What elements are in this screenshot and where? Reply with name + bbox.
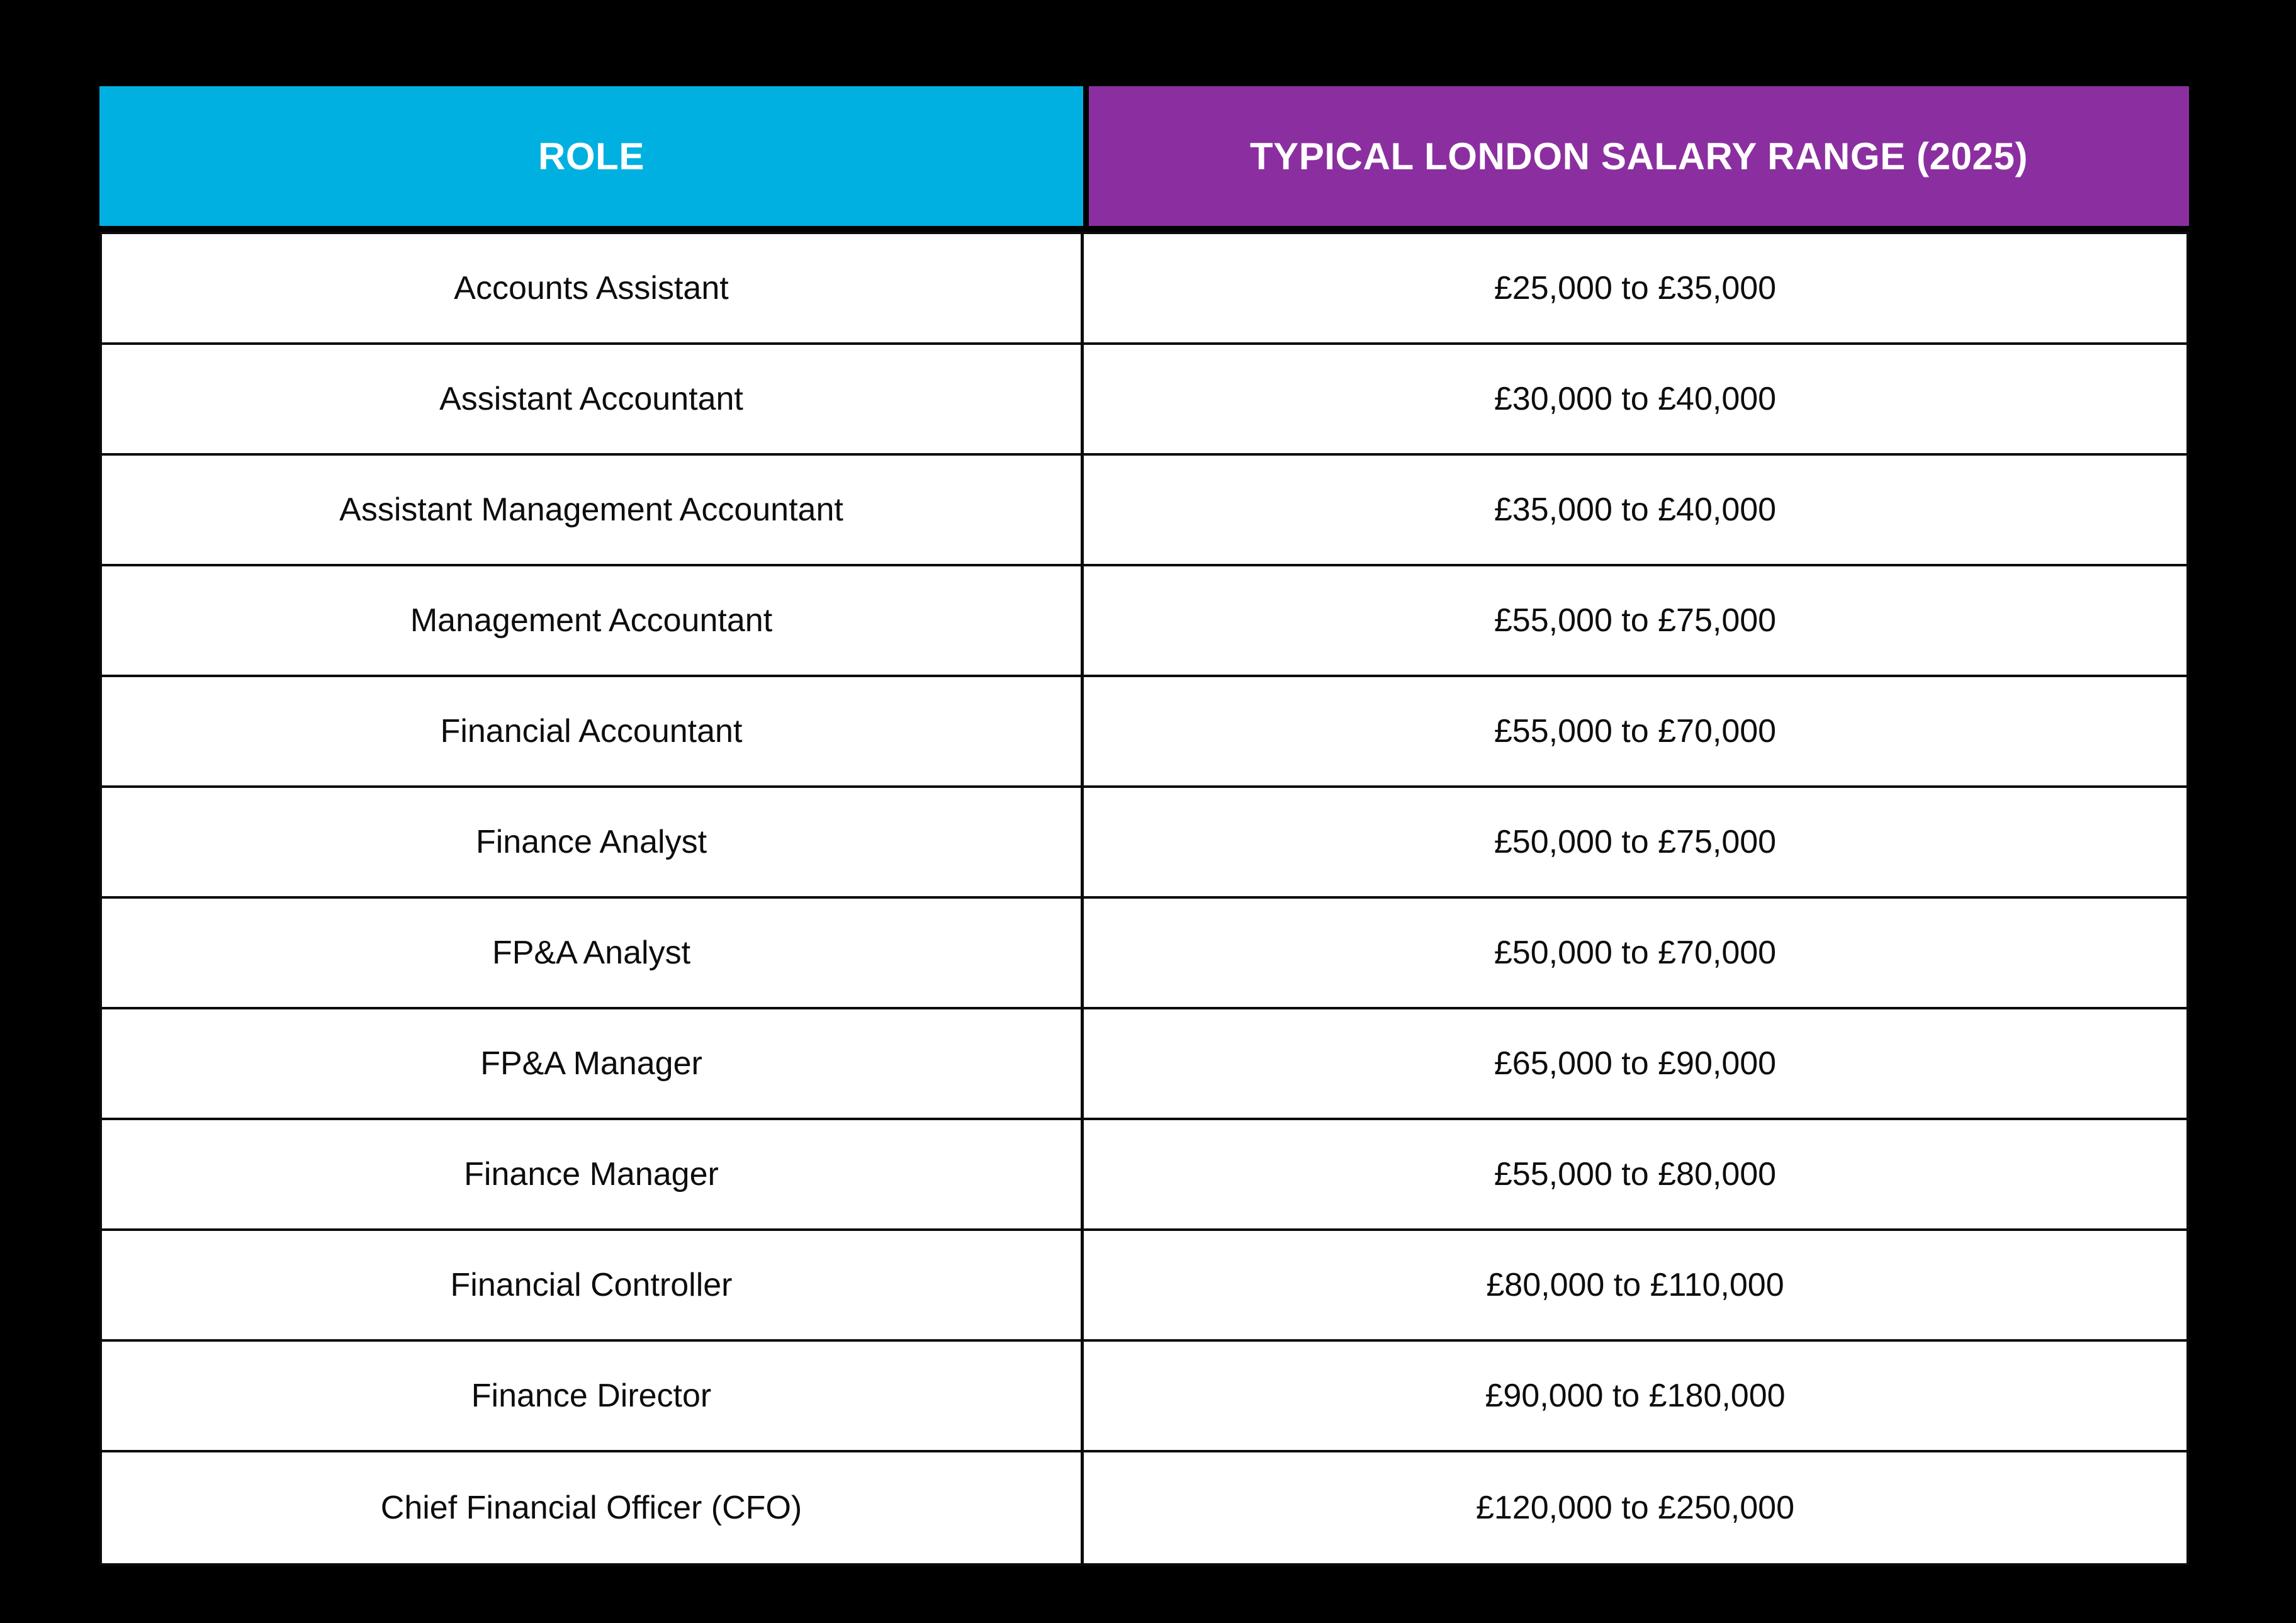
- table-row: [102, 1452, 2186, 1563]
- table-row: [102, 566, 2186, 677]
- table-row: [102, 456, 2186, 566]
- cell-role: Accounts Assistant: [102, 234, 1084, 342]
- cell-role: Finance Director: [102, 1342, 1084, 1450]
- cell-salary-range: £55,000 to £75,000: [1494, 602, 1777, 639]
- cell-salary-range: £65,000 to £90,000: [1494, 1045, 1777, 1082]
- column-header-role: ROLE: [99, 86, 1083, 226]
- cell-role: Finance Analyst: [102, 788, 1084, 896]
- table-body: [99, 232, 2189, 1566]
- cell-salary-range: £55,000 to £70,000: [1494, 713, 1777, 750]
- column-header-salary-range: TYPICAL LONDON SALARY RANGE (2025): [1089, 86, 2189, 226]
- table-row: [102, 1231, 2186, 1342]
- cell-role: FP&A Analyst: [102, 899, 1084, 1007]
- table-row: [102, 1120, 2186, 1231]
- table-row: [102, 345, 2186, 456]
- cell-salary-range: £55,000 to £80,000: [1494, 1156, 1777, 1193]
- cell-role: Chief Financial Officer (CFO): [102, 1452, 1084, 1563]
- cell-salary-range: £50,000 to £70,000: [1494, 935, 1777, 971]
- cell-salary-range: £80,000 to £110,000: [1486, 1267, 1784, 1303]
- cell-role: Assistant Accountant: [102, 345, 1084, 453]
- cell-role: FP&A Manager: [102, 1009, 1084, 1118]
- table-row: [102, 1009, 2186, 1120]
- table-row: [102, 234, 2186, 345]
- cell-role: Financial Controller: [102, 1231, 1084, 1339]
- cell-salary-range: £120,000 to £250,000: [1475, 1490, 1795, 1526]
- cell-salary-range: £25,000 to £35,000: [1494, 270, 1777, 306]
- salary-table: [99, 86, 2189, 1566]
- cell-role: Management Accountant: [102, 566, 1084, 675]
- table-row: [102, 677, 2186, 788]
- cell-salary-range: £35,000 to £40,000: [1494, 491, 1777, 528]
- table-row: [102, 899, 2186, 1009]
- cell-role: Finance Manager: [102, 1120, 1084, 1228]
- cell-role: Financial Accountant: [102, 677, 1084, 785]
- table-header-row: [99, 86, 2189, 226]
- cell-salary-range: £50,000 to £75,000: [1494, 824, 1777, 860]
- table-row: [102, 1342, 2186, 1452]
- cell-role: Assistant Management Accountant: [102, 456, 1084, 564]
- cell-salary-range: £30,000 to £40,000: [1494, 381, 1777, 417]
- cell-salary-range: £90,000 to £180,000: [1485, 1378, 1786, 1414]
- table-row: [102, 788, 2186, 899]
